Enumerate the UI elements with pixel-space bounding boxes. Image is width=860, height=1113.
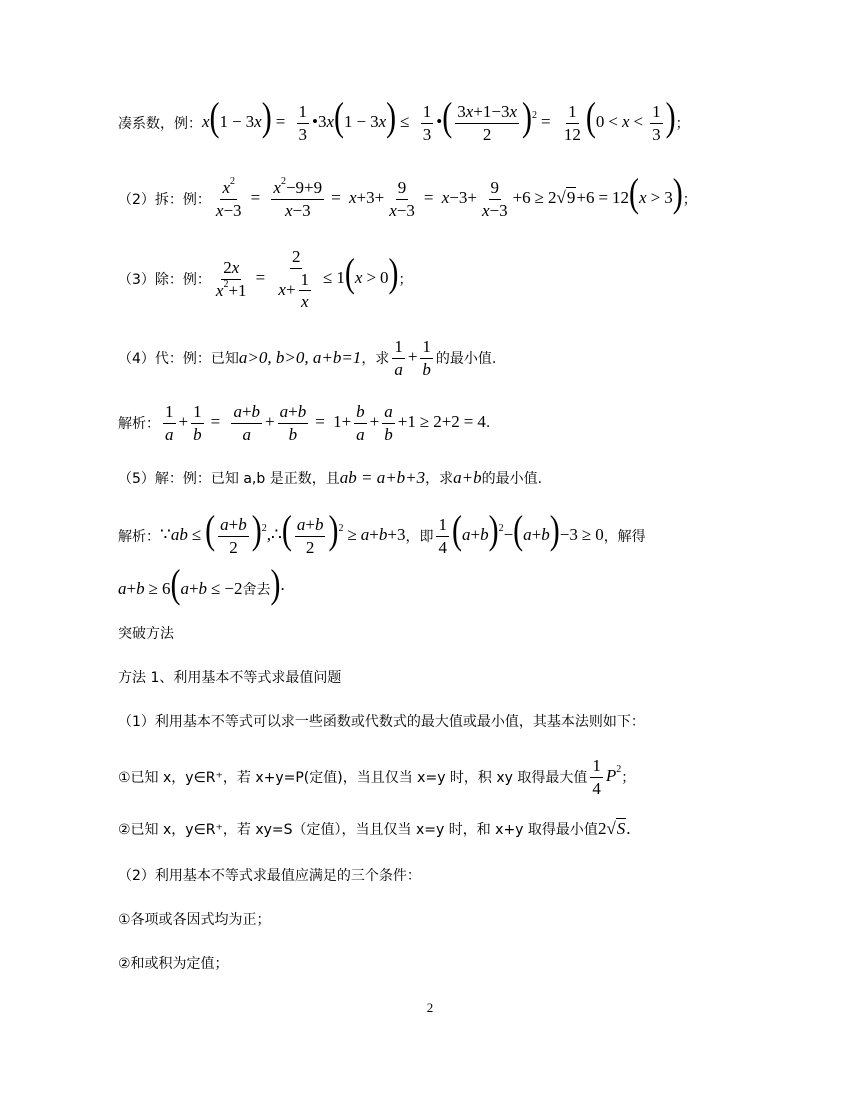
item-1b-end: . — [626, 818, 631, 838]
formula-analysis-3: $\frac{1}{4}$ $(a+b)^2-(a+b)-3 \ge 0$ — [438, 508, 604, 557]
page-number: 2 — [426, 1000, 434, 1015]
item-1a-prefix: ①已知 x，y∈R⁺，若 x+y=P(定值)，当且仅当 x=y 时，积 xy 取得最大值 — [118, 770, 588, 787]
formula-split: $\frac{x^2}{x-3}$ = $\frac{x^2-9+9}{x-3}$ = x+3+ $\frac{9}{x-3}$ = x−3+ $\frac{9}{x-3}$ +6 ≥ 2√ 9 +6 = 12(x > 3) — [215, 171, 683, 220]
line-1-end: ； — [675, 116, 690, 133]
line-1-prefix: 凑系数，例： — [118, 116, 202, 133]
line-result — [118, 562, 285, 607]
line-divide — [118, 247, 413, 312]
line-7-mid: ，即 — [405, 529, 434, 546]
formula-analysis-1: $\frac{1}{a}$ + $\frac{1}{b}$ = $\frac{a+b}{a}$ + $\frac{a+b}{b}$ = 1+ $\frac{b}{a}$ + $\frac{a}{b}$ +1 ≥ 2+2 = 4 — [165, 402, 486, 444]
item-1: （1）利用基本不等式可以求一些函数或代数式的最大值或最小值，其基本法则如下： — [118, 714, 645, 730]
line-4-end: 的最小值. — [435, 351, 497, 368]
formula-result: a+b ≥ 6(a+b ≤ −2舍去) — [118, 562, 281, 607]
line-4-mid: ，求 — [361, 351, 390, 368]
line-7-prefix: 解析： — [118, 529, 160, 546]
method-1-title: 方法 1、利用基本不等式求最值问题 — [118, 670, 342, 686]
formula-max-product: $\frac{1}{4}$ $P^2$ — [592, 756, 622, 798]
formula-coefficient: x(1 − 3x) = $\frac{1}{3}$ •3x(1 − 3x) ≤ $\frac{1}{3}$ •( $\frac{3x+1-3x}{2}$ )$^2$ = $\frac{1}{12}$ (0 < x < $\frac{1}{3}$ ) — [202, 95, 676, 144]
line-5-end: . — [485, 415, 491, 432]
line-solve — [118, 468, 542, 488]
formula-analysis-2: ∵ab ≤ ( $\frac{a+b}{2}$ )$^2$,∴( $\frac{a+b}{2}$ )$^2$ ≥ a+b+3 — [160, 508, 406, 557]
line-3-end: ； — [398, 272, 413, 289]
formula-solve-condition: ab = a+b+3 — [339, 468, 426, 487]
line-analysis-2 — [118, 508, 646, 557]
item-1b-prefix: ②已知 x，y∈R⁺，若 xy=S（定值），当且仅当 x=y 时，和 x+y 取得最小值 — [118, 821, 598, 838]
line-2-prefix: （2）拆：例： — [118, 192, 211, 209]
line-substitute — [118, 337, 496, 379]
line-2-end: ； — [682, 192, 697, 209]
condition-2: ②和或积为定值； — [118, 956, 229, 972]
line-7-end: ，解得 — [603, 529, 646, 546]
section-heading: 突破方法 — [118, 626, 174, 642]
line-6-end: 的最小值. — [481, 471, 543, 487]
formula-condition: a>0, b>0, a+b=1 — [238, 348, 362, 368]
formula-solve-target: a+b — [453, 468, 482, 487]
formula-target: $\frac{1}{a}$ + $\frac{1}{b}$ — [394, 337, 431, 379]
item-1a — [118, 756, 635, 798]
line-split — [118, 171, 697, 220]
condition-1: ①各项或各因式均为正； — [118, 912, 271, 928]
line-6-prefix: （5）解：例：已知 a,b 是正数，且 — [118, 471, 340, 487]
line-analysis-1 — [118, 402, 490, 444]
formula-min-sum: 2√ S — [597, 819, 626, 838]
item-1a-end: ； — [621, 770, 636, 787]
line-3-prefix: （3）除：例： — [118, 272, 211, 289]
line-8-end: . — [280, 575, 285, 594]
item-2: （2）利用基本不等式求最值应满足的三个条件： — [118, 868, 421, 884]
line-coefficient — [118, 95, 690, 144]
line-4-prefix: （4）代：例：已知 — [118, 351, 239, 368]
line-6-mid: ，求 — [425, 471, 454, 487]
formula-divide: $\frac{2x}{x^2+1}$ = 2 x+ $\frac{1}{x}$ ≤ 1(x > 0) — [215, 247, 399, 312]
line-5-prefix: 解析： — [118, 416, 160, 433]
item-1b — [118, 818, 631, 839]
